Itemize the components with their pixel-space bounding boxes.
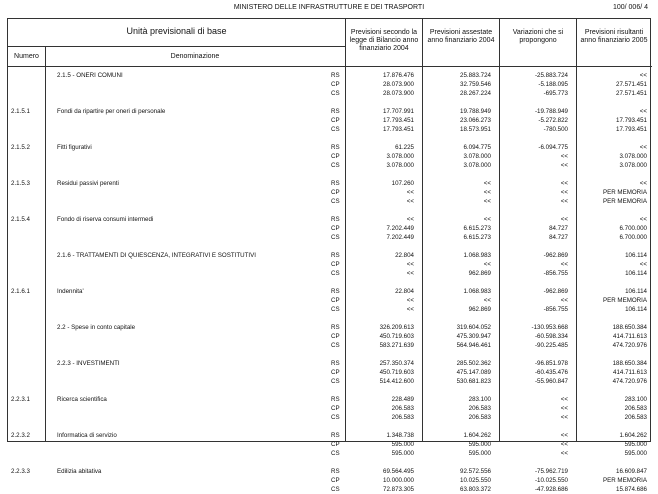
value-legge: 107.260 [391, 180, 414, 187]
value-legge: 595.000 [391, 450, 414, 457]
table-row [7, 413, 651, 422]
value-legge: 514.412.600 [379, 378, 414, 385]
table-row [7, 197, 651, 206]
row-type: CS [331, 342, 340, 349]
value-variazioni: << [560, 297, 568, 304]
divider [8, 46, 345, 47]
value-variazioni: << [560, 189, 568, 196]
value-risultanti: 414.711.613 [613, 369, 647, 376]
value-risultanti: << [639, 108, 647, 115]
value-risultanti: << [639, 180, 647, 187]
row-type: CS [331, 306, 340, 313]
table-row [7, 116, 651, 125]
value-risultanti: 6.700.000 [619, 225, 647, 232]
value-risultanti: << [639, 144, 647, 151]
table-row [7, 485, 651, 494]
row-type: CP [331, 477, 340, 484]
value-risultanti: PER MEMORIA [602, 477, 647, 484]
value-risultanti: 106.114 [625, 270, 647, 277]
value-variazioni: -780.500 [543, 126, 568, 133]
ministry-header: MINISTERO DELLE INFRASTRUTTURE E DEI TRASPORTI [233, 4, 425, 11]
table-row [7, 206, 651, 215]
table-row [7, 260, 651, 269]
value-legge: 69.564.495 [383, 468, 414, 475]
value-legge: 450.719.603 [379, 333, 414, 340]
value-variazioni: -75.962.719 [534, 468, 568, 475]
table-row [7, 386, 651, 395]
row-number: 2.1.5.2 [11, 144, 30, 151]
value-assestate: 19.788.949 [460, 108, 491, 115]
table-row [7, 431, 651, 440]
value-risultanti: PER MEMORIA [602, 297, 647, 304]
table-row [7, 296, 651, 305]
table-row [7, 314, 651, 323]
row-type: RS [331, 432, 340, 439]
value-assestate: 18.573.951 [460, 126, 491, 133]
value-legge: 326.209.613 [379, 324, 414, 331]
value-variazioni: << [560, 153, 568, 160]
row-type: RS [331, 288, 340, 295]
value-assestate: 1.068.983 [463, 288, 491, 295]
value-risultanti: PER MEMORIA [602, 198, 647, 205]
value-variazioni: << [560, 261, 568, 268]
row-number: 2.1.5.4 [11, 216, 30, 223]
row-number: 2.2.3.1 [11, 396, 30, 403]
row-denomination: Ricerca scientifica [57, 396, 107, 403]
row-type: CP [331, 297, 340, 304]
row-type: CP [331, 117, 340, 124]
value-variazioni: << [560, 162, 568, 169]
value-legge: 10.000.000 [383, 477, 414, 484]
value-risultanti: 15.874.686 [616, 486, 647, 493]
table-row [7, 341, 651, 350]
value-assestate: 206.583 [468, 414, 491, 421]
value-assestate: << [483, 216, 491, 223]
value-assestate: 63.803.372 [460, 486, 491, 493]
value-risultanti: 188.650.384 [612, 360, 647, 367]
row-type: CP [331, 153, 340, 160]
value-variazioni: 84.727 [549, 225, 568, 232]
prev-risultanti-header: Previsioni risultanti anno finanziario 2005 [580, 29, 648, 44]
prev-legge-header: Previsioni secondo la legge di Bilancio anno finanziario 2004 [349, 29, 419, 52]
row-type: CP [331, 441, 340, 448]
row-denomination: Informatica di servizio [57, 432, 117, 439]
value-legge: 583.271.639 [379, 342, 414, 349]
value-variazioni: -10.025.550 [534, 477, 568, 484]
table-row [7, 143, 651, 152]
row-type: CS [331, 234, 340, 241]
value-variazioni: -90.225.485 [534, 342, 568, 349]
table-row [7, 440, 651, 449]
value-legge: 17.876.476 [383, 72, 414, 79]
row-denomination: Fitti figurativi [57, 144, 92, 151]
table-row [7, 323, 651, 332]
value-variazioni: -55.960.847 [534, 378, 568, 385]
value-risultanti: 6.700.000 [619, 234, 647, 241]
value-legge: 450.719.603 [379, 369, 414, 376]
value-risultanti: << [639, 216, 647, 223]
value-assestate: 962.869 [468, 270, 491, 277]
value-assestate: << [483, 180, 491, 187]
row-denomination: Edilizia abitativa [57, 468, 102, 475]
value-variazioni: -856.755 [543, 270, 568, 277]
prev-assestate-header: Previsioni assestate anno finanziario 2004 [427, 29, 495, 44]
row-denomination: Indennita' [57, 288, 84, 295]
row-number: 2.2.3.3 [11, 468, 30, 475]
table-row [7, 242, 651, 251]
value-risultanti: PER MEMORIA [602, 189, 647, 196]
value-risultanti: 283.100 [624, 396, 647, 403]
value-legge: << [406, 189, 414, 196]
value-risultanti: 414.711.613 [613, 333, 647, 340]
value-legge: 61.225 [395, 144, 414, 151]
value-legge: 28.073.900 [383, 90, 414, 97]
value-variazioni: -856.755 [543, 306, 568, 313]
value-legge: 72.873.305 [383, 486, 414, 493]
value-assestate: 595.000 [468, 450, 491, 457]
value-risultanti: 17.793.451 [616, 126, 647, 133]
value-assestate: << [483, 189, 491, 196]
value-risultanti: 188.650.384 [612, 324, 647, 331]
table-row [7, 287, 651, 296]
row-type: CS [331, 90, 340, 97]
value-risultanti: 106.114 [625, 288, 647, 295]
table-row [7, 449, 651, 458]
value-assestate: 3.078.000 [463, 162, 491, 169]
table-row [7, 179, 651, 188]
value-legge: << [406, 297, 414, 304]
table-row [7, 134, 651, 143]
row-type: CP [331, 333, 340, 340]
row-type: RS [331, 72, 340, 79]
table-row [7, 404, 651, 413]
table-row [7, 305, 651, 314]
table-row [7, 125, 651, 134]
value-legge: 17.707.991 [383, 108, 414, 115]
value-assestate: 28.267.224 [460, 90, 491, 97]
row-type: RS [331, 108, 340, 115]
row-type: RS [331, 180, 340, 187]
value-risultanti: 474.720.976 [612, 342, 647, 349]
value-variazioni: 84.727 [549, 234, 568, 241]
value-assestate: 283.100 [468, 396, 491, 403]
table-row [7, 98, 651, 107]
value-legge: 1.348.738 [386, 432, 414, 439]
value-variazioni: << [560, 432, 568, 439]
value-assestate: 6.615.273 [463, 225, 491, 232]
table-row [7, 251, 651, 260]
value-assestate: << [483, 198, 491, 205]
row-type: CS [331, 270, 340, 277]
table-row [7, 89, 651, 98]
value-legge: 595.000 [391, 441, 414, 448]
value-variazioni: -47.928.686 [534, 486, 568, 493]
row-type: CS [331, 414, 340, 421]
table-row [7, 233, 651, 242]
value-risultanti: 27.571.451 [616, 81, 647, 88]
value-legge: << [406, 261, 414, 268]
row-number: 2.2.3.2 [11, 432, 30, 439]
value-assestate: 475.309.947 [456, 333, 491, 340]
value-variazioni: -962.869 [543, 288, 568, 295]
row-type: CS [331, 378, 340, 385]
value-assestate: 23.066.273 [460, 117, 491, 124]
value-variazioni: -60.598.334 [534, 333, 568, 340]
table-row [7, 269, 651, 278]
value-risultanti: 206.583 [624, 405, 647, 412]
value-legge: << [406, 198, 414, 205]
value-assestate: 595.000 [468, 441, 491, 448]
value-risultanti: << [639, 261, 647, 268]
row-type: CP [331, 225, 340, 232]
value-assestate: 6.094.775 [463, 144, 491, 151]
value-variazioni: -130.953.668 [531, 324, 568, 331]
value-legge: 3.078.000 [386, 162, 414, 169]
value-legge: << [406, 216, 414, 223]
value-variazioni: -5.272.822 [538, 117, 568, 124]
table-row [7, 395, 651, 404]
table-row [7, 80, 651, 89]
row-type: RS [331, 252, 340, 259]
value-variazioni: << [560, 396, 568, 403]
value-assestate: 1.604.262 [463, 432, 491, 439]
value-assestate: 32.759.546 [460, 81, 491, 88]
value-legge: 22.804 [395, 288, 414, 295]
row-denomination: Fondo di riserva consumi intermedi [57, 216, 154, 223]
table-row [7, 278, 651, 287]
row-type: CP [331, 189, 340, 196]
row-type: CS [331, 486, 340, 493]
value-variazioni: -695.773 [543, 90, 568, 97]
row-number: 2.1.5.3 [11, 180, 30, 187]
table-row [7, 359, 651, 368]
value-variazioni: -60.435.476 [534, 369, 568, 376]
table-row [7, 188, 651, 197]
denominazione-header: Denominazione [170, 53, 220, 60]
value-assestate: 3.078.000 [463, 153, 491, 160]
table-row [7, 71, 651, 80]
value-assestate: 530.681.823 [456, 378, 491, 385]
value-legge: 17.793.451 [383, 117, 414, 124]
row-type: CS [331, 450, 340, 457]
value-legge: << [406, 306, 414, 313]
row-type: RS [331, 468, 340, 475]
table-row [7, 161, 651, 170]
row-type: CS [331, 126, 340, 133]
table-row [7, 368, 651, 377]
value-variazioni: -962.869 [543, 252, 568, 259]
divider [8, 66, 652, 67]
value-assestate: 10.025.550 [460, 477, 491, 484]
value-legge: 7.202.449 [386, 234, 414, 241]
value-variazioni: -19.788.949 [534, 108, 568, 115]
value-assestate: 564.946.461 [456, 342, 491, 349]
table-row [7, 224, 651, 233]
value-legge: 3.078.000 [386, 153, 414, 160]
value-variazioni: -96.851.978 [534, 360, 568, 367]
table-row [7, 170, 651, 179]
row-type: RS [331, 216, 340, 223]
value-assestate: << [483, 297, 491, 304]
value-risultanti: 595.000 [624, 450, 647, 457]
value-assestate: << [483, 261, 491, 268]
value-legge: << [406, 270, 414, 277]
value-risultanti: 106.114 [625, 306, 647, 313]
table-body [7, 71, 651, 494]
row-type: RS [331, 360, 340, 367]
value-assestate: 25.883.724 [460, 72, 491, 79]
table-row [7, 332, 651, 341]
row-denomination: 2.1.5 - ONERI COMUNI [57, 72, 123, 79]
value-variazioni: -5.188.095 [538, 81, 568, 88]
value-risultanti: 595.000 [624, 441, 647, 448]
table-row [7, 107, 651, 116]
value-assestate: 6.615.273 [463, 234, 491, 241]
value-legge: 28.073.900 [383, 81, 414, 88]
value-variazioni: -25.883.724 [534, 72, 568, 79]
value-variazioni: << [560, 414, 568, 421]
row-type: CS [331, 162, 340, 169]
value-assestate: 92.572.556 [460, 468, 491, 475]
units-header: Unità previsionali di base [126, 26, 227, 36]
row-number: 2.1.5.1 [11, 108, 30, 115]
value-legge: 228.489 [391, 396, 414, 403]
value-legge: 206.583 [391, 414, 414, 421]
table-row [7, 422, 651, 431]
value-assestate: 206.583 [468, 405, 491, 412]
value-assestate: 962.869 [468, 306, 491, 313]
value-risultanti: 206.583 [624, 414, 647, 421]
variazioni-header: Variazioni che si propongono [512, 29, 564, 44]
value-variazioni: << [560, 441, 568, 448]
row-type: RS [331, 396, 340, 403]
row-type: CS [331, 198, 340, 205]
value-legge: 22.804 [395, 252, 414, 259]
value-risultanti: 3.078.000 [619, 153, 647, 160]
value-assestate: 475.147.089 [456, 369, 491, 376]
value-variazioni: << [560, 405, 568, 412]
value-risultanti: 16.609.847 [616, 468, 647, 475]
value-risultanti: 106.114 [625, 252, 647, 259]
row-type: RS [331, 144, 340, 151]
row-type: RS [331, 324, 340, 331]
page-reference: 100/ 006/ 4 [612, 4, 648, 11]
table-row [7, 350, 651, 359]
table-row [7, 467, 651, 476]
value-risultanti: 17.793.451 [616, 117, 647, 124]
row-denomination: 2.2.3 - INVESTIMENTI [57, 360, 120, 367]
value-risultanti: 1.604.262 [619, 432, 647, 439]
row-type: CP [331, 261, 340, 268]
value-legge: 206.583 [391, 405, 414, 412]
table-row [7, 458, 651, 467]
numero-header: Numero [14, 53, 39, 60]
value-legge: 7.202.449 [386, 225, 414, 232]
value-legge: 257.350.374 [379, 360, 414, 367]
row-denomination: Residui passivi perenti [57, 180, 119, 187]
value-variazioni: << [560, 198, 568, 205]
row-type: CP [331, 81, 340, 88]
value-risultanti: << [639, 72, 647, 79]
value-legge: 17.793.451 [383, 126, 414, 133]
table-row [7, 377, 651, 386]
value-variazioni: << [560, 180, 568, 187]
table-row [7, 152, 651, 161]
value-risultanti: 27.571.451 [616, 90, 647, 97]
row-type: CP [331, 405, 340, 412]
row-denomination: Fondi da ripartire per oneri di personale [57, 108, 166, 115]
row-type: CP [331, 369, 340, 376]
table-row [7, 476, 651, 485]
table-row [7, 215, 651, 224]
value-risultanti: 474.720.976 [612, 378, 647, 385]
value-assestate: 1.068.983 [463, 252, 491, 259]
value-assestate: 319.604.052 [456, 324, 491, 331]
row-denomination: 2.2 - Spese in conto capitale [57, 324, 136, 331]
row-denomination: 2.1.6 - TRATTAMENTI DI QUIESCENZA, INTEGRATIVI E SOSTITUTIVI [57, 252, 256, 259]
value-variazioni: << [560, 216, 568, 223]
value-variazioni: -6.094.775 [538, 144, 568, 151]
row-number: 2.1.6.1 [11, 288, 30, 295]
value-assestate: 285.502.362 [456, 360, 491, 367]
value-risultanti: 3.078.000 [619, 162, 647, 169]
value-variazioni: << [560, 450, 568, 457]
